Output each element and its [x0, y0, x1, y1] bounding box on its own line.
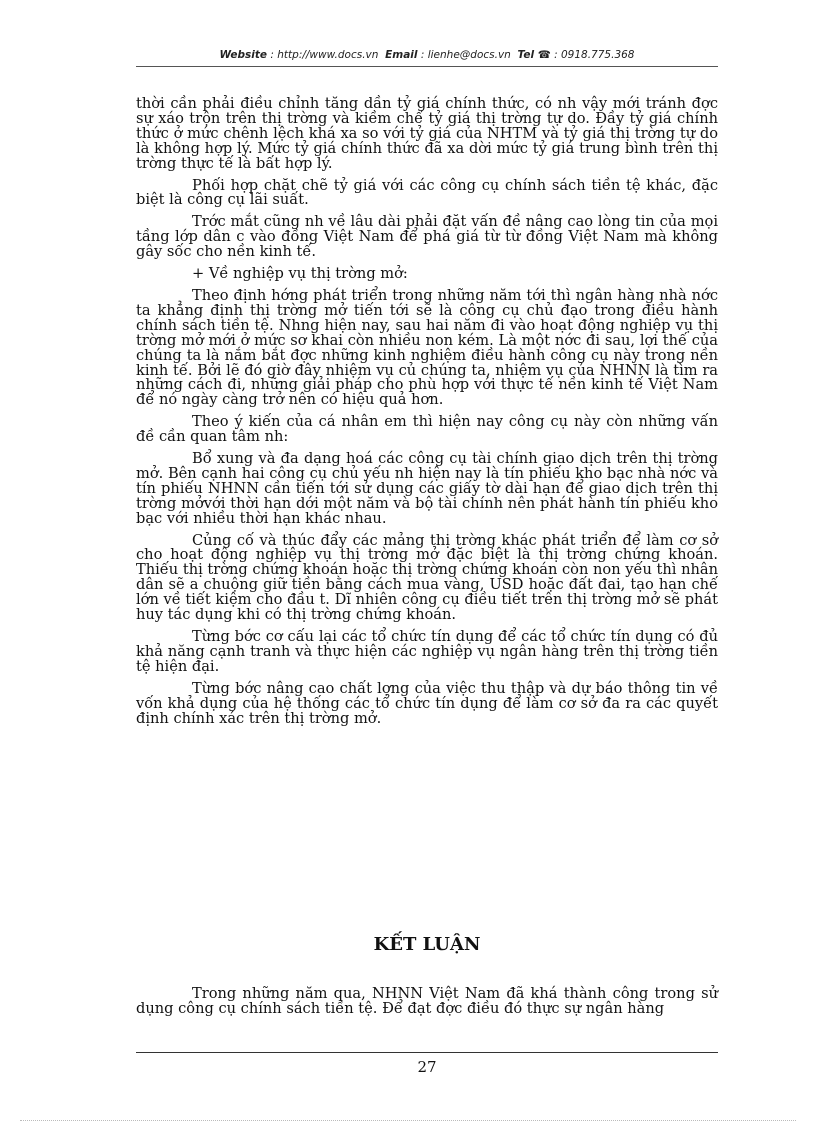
- paragraph: Theo định hớng phát triển trong những năm tới thì ngân hàng nhà nớc ta khẳng định thị trờng mở tiến tới sẽ là công cụ chủ đạo trong điều hành chính sách tiền tệ. Nhng hiện nay, sau hai năm đi vào hoạt động nghiệp vụ thị trờng mở mới ở mức sơ khai còn nhiều non kém. Là một nớc đi sau, lợi thế của chúng ta là nắm bắt đợc những kinh nghiệm điều hành công cụ này trong nền kinh tế. Bởi lẽ đó giờ đây nhiệm vụ củ chúng ta, nhiệm vụ của NHNN là tìm ra những cách đi, những giải pháp cho phù hợp với thực tế nền kinh tế Việt Nam để nó ngày càng trở nên có hiệu quả hơn.: [136, 286, 718, 409]
- tel-label: Tel ☎: [517, 49, 551, 61]
- page-edge: [20, 1120, 796, 1121]
- conclusion-body: [136, 987, 718, 1017]
- website-label: Website: [219, 49, 268, 61]
- paragraph: Củng cố và thúc đẩy các mảng thị trờng khác phát triển để làm cơ sở cho hoạt động nghiệp vụ thị trờng mở đặc biệt là thị trờng chứng khoán. Thiếu thị trờng chứng khoán hoặc thị trờng chứng khoán còn non yếu thì nhân dân sẽ a chuộng giữ tiền bằng cách mua vàng, USD hoặc đất đai, tạo hạn chế lớn về tiết kiệm cho đầu t. Dĩ nhiên công cụ điều tiết trên thị trờng mở sẽ phát huy tác dụng khi có thị trờng chứng khoán.: [136, 531, 718, 624]
- email-label: Email: [385, 49, 418, 61]
- paragraph: Bổ xung và đa dạng hoá các công cụ tài chính giao dịch trên thị trờng mở. Bên cạnh hai công cụ chủ yếu nh hiện nay là tín phiếu kho bạc nhà nớc và tín phiếu NHNN cần tiến tới sử dụng các giấy tờ dài hạn để giao dịch trên thị trờng mởvới thời hạn dới một năm và bộ tài chính nên phát hành tín phiếu kho bạc với nhiều thời hạn khác nhau.: [136, 450, 718, 527]
- email-address[interactable]: : lienhe@docs.vn: [420, 49, 511, 61]
- paragraph: Trong những năm qua, NHNN Việt Nam đã khá thành công trong sử dụng công cụ chính sách tiền tệ. Để đạt đợc điều đó thực sự ngân hàng: [136, 985, 718, 1017]
- header-divider: [136, 66, 718, 67]
- paragraph: thời cần phải điều chỉnh tăng dần tỷ giá chính thức, có nh vậy mới tránh đợc sự xáo trộn trên thị trờng và kiềm chế tỷ giá thị trờng tự do. Đầy tỷ giá chính thức ở mức chênh lệch khá xa so với tỷ giá của NHTM và tỷ giá thị trờng tự do là không hợp lý. Mức tỷ giá chính thức đã xa dời mức tỷ giá trung bình trên thị trờng thực tế là bất hợp lý.: [136, 95, 718, 172]
- paragraph: Từng bớc cơ cấu lại các tổ chức tín dụng để các tổ chức tín dụng có đủ khả năng cạnh tranh và thực hiện các nghiệp vụ ngân hàng trên thị trờng tiền tệ hiện đại.: [136, 628, 718, 675]
- website-url[interactable]: : http://www.docs.vn: [270, 49, 379, 61]
- paragraph: Phối hợp chặt chẽ tỷ giá với các công cụ chính sách tiền tệ khác, đặc biệt là công cụ lãi suất.: [136, 176, 718, 209]
- page-header: [136, 49, 718, 61]
- document-body: [136, 97, 718, 733]
- paragraph: + Về nghiệp vụ thị trờng mở:: [192, 265, 408, 283]
- tel-number: : 0918.775.368: [554, 49, 635, 61]
- paragraph: Theo ý kiến của cá nhân em thì hiện nay công cụ này còn những vấn đề cần quan tâm nh:: [136, 413, 718, 446]
- footer-divider: [136, 1052, 718, 1053]
- section-heading: KẾT LUẬN: [373, 934, 481, 955]
- page-number: 27: [417, 1058, 437, 1076]
- paragraph: Trớc mắt cũng nh về lâu dài phải đặt vấn đề nâng cao lòng tin của mọi tầng lớp dân c vào đồng Việt Nam để phá giá từ từ đồng Việt Nam mà không gây sốc cho nền kinh tế.: [136, 213, 718, 261]
- paragraph: Từng bớc nâng cao chất lợng của việc thu thập và dự báo thông tin về vốn khả dụng của hệ thống các tổ chức tín dụng để làm cơ sở đa ra các quyết định chính xác trên thị trờng mở.: [136, 679, 718, 727]
